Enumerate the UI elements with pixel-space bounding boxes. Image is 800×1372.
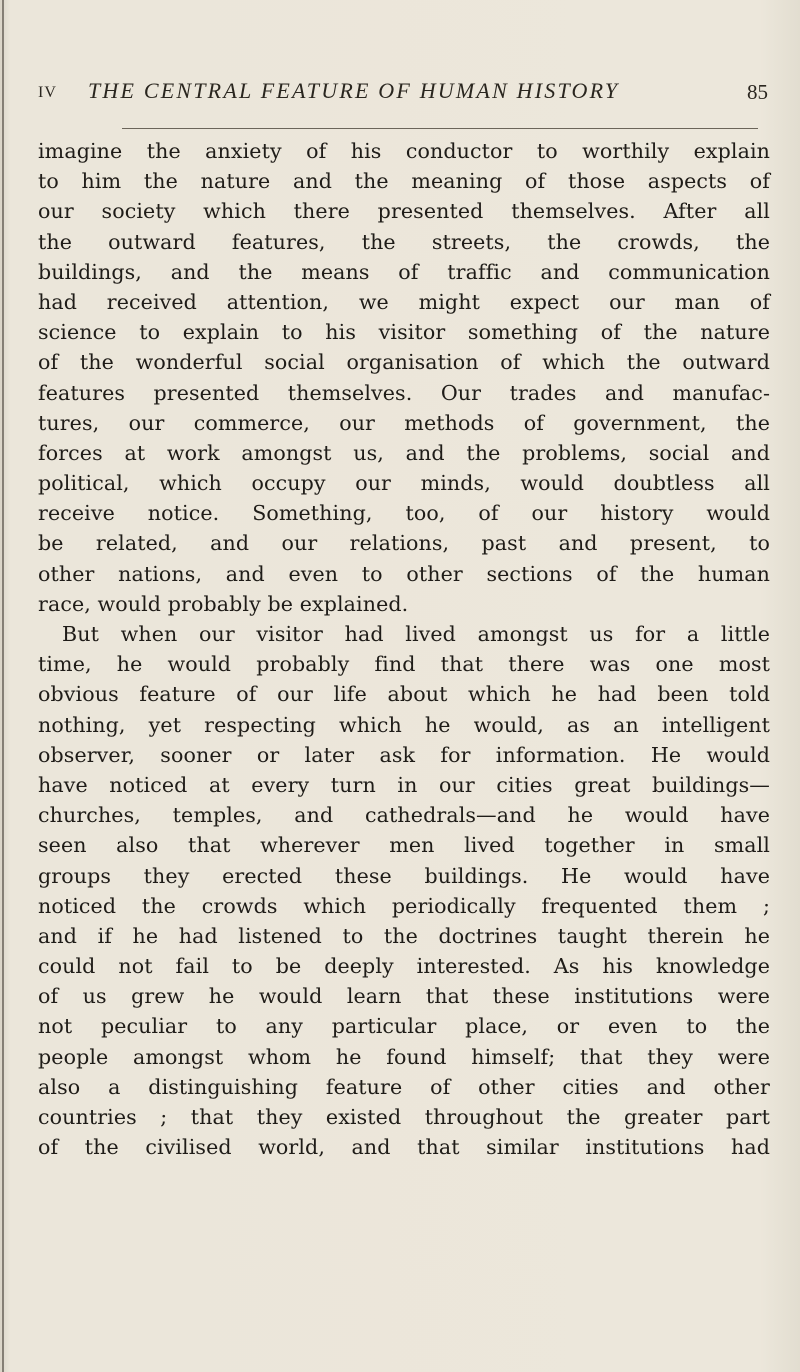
text-line: forces at work amongst us, and the problems, social and [38, 440, 770, 465]
text-line: our society which there presented themselves. After all [38, 199, 770, 224]
text-line: the outward features, the streets, the crowds, the [38, 229, 770, 254]
running-head [38, 78, 768, 112]
text-line: had received attention, we might expect our man of [38, 289, 770, 314]
text-line: people amongst whom he found himself; that they were [38, 1044, 770, 1069]
running-title: THE CENTRAL FEATURE OF HUMAN HISTORY [88, 78, 620, 103]
binding-edge [2, 0, 4, 1372]
text-line: could not fail to be deeply interested. As his knowledge [38, 954, 770, 979]
paragraph-2 [38, 619, 770, 1162]
text-line: obvious feature of our life about which he had been told [38, 682, 770, 707]
text-line: of the wonderful social organisation of which the outward [38, 350, 770, 375]
text-line: groups they erected these buildings. He would have [38, 863, 770, 888]
text-line: political, which occupy our minds, would doubtless all [38, 471, 770, 496]
text-line: But when our visitor had lived amongst us for a little [62, 622, 770, 646]
text-line: receive notice. Something, too, of our history would [38, 501, 770, 526]
header-rule [122, 128, 758, 129]
paragraph-1 [38, 136, 770, 619]
text-line: nothing, yet respecting which he would, as an intelligent [38, 712, 770, 737]
text-line: and if he had listened to the doctrines taught therein he [38, 923, 770, 948]
page-number: 85 [747, 80, 768, 104]
text-line: to him the nature and the meaning of those aspects of [38, 169, 770, 194]
text-line: have noticed at every turn in our cities great buildings— [38, 772, 770, 797]
text-line: imagine the anxiety of his conductor to worthily explain [38, 139, 770, 163]
text-line: time, he would probably find that there was one most [38, 652, 770, 677]
chapter-number: IV [38, 84, 57, 101]
text-line: noticed the crowds which periodically frequented them ; [38, 893, 770, 918]
text-line: buildings, and the means of traffic and communication [38, 259, 770, 284]
body-text [38, 136, 770, 1162]
text-line: seen also that wherever men lived together in small [38, 833, 770, 858]
text-line: other nations, and even to other sections of the human [38, 561, 770, 586]
text-line: not peculiar to any particular place, or even to the [38, 1014, 770, 1039]
text-line: be related, and our relations, past and present, to [38, 531, 770, 556]
text-line: of the civilised world, and that similar institutions had [38, 1135, 770, 1160]
text-line: features presented themselves. Our trades and manufac- [38, 380, 770, 405]
text-line: countries ; that they existed throughout the greater part [38, 1105, 770, 1129]
text-line: also a distinguishing feature of other cities and other [38, 1074, 770, 1099]
text-line: churches, temples, and cathedrals—and he would have [38, 803, 770, 828]
text-line: tures, our commerce, our methods of government, the [38, 410, 770, 435]
text-line: observer, sooner or later ask for information. He would [38, 742, 770, 767]
text-line: of us grew he would learn that these institutions were [38, 984, 770, 1009]
text-line: race, would probably be explained. [38, 591, 409, 616]
text-line: science to explain to his visitor something of the nature [38, 320, 770, 345]
